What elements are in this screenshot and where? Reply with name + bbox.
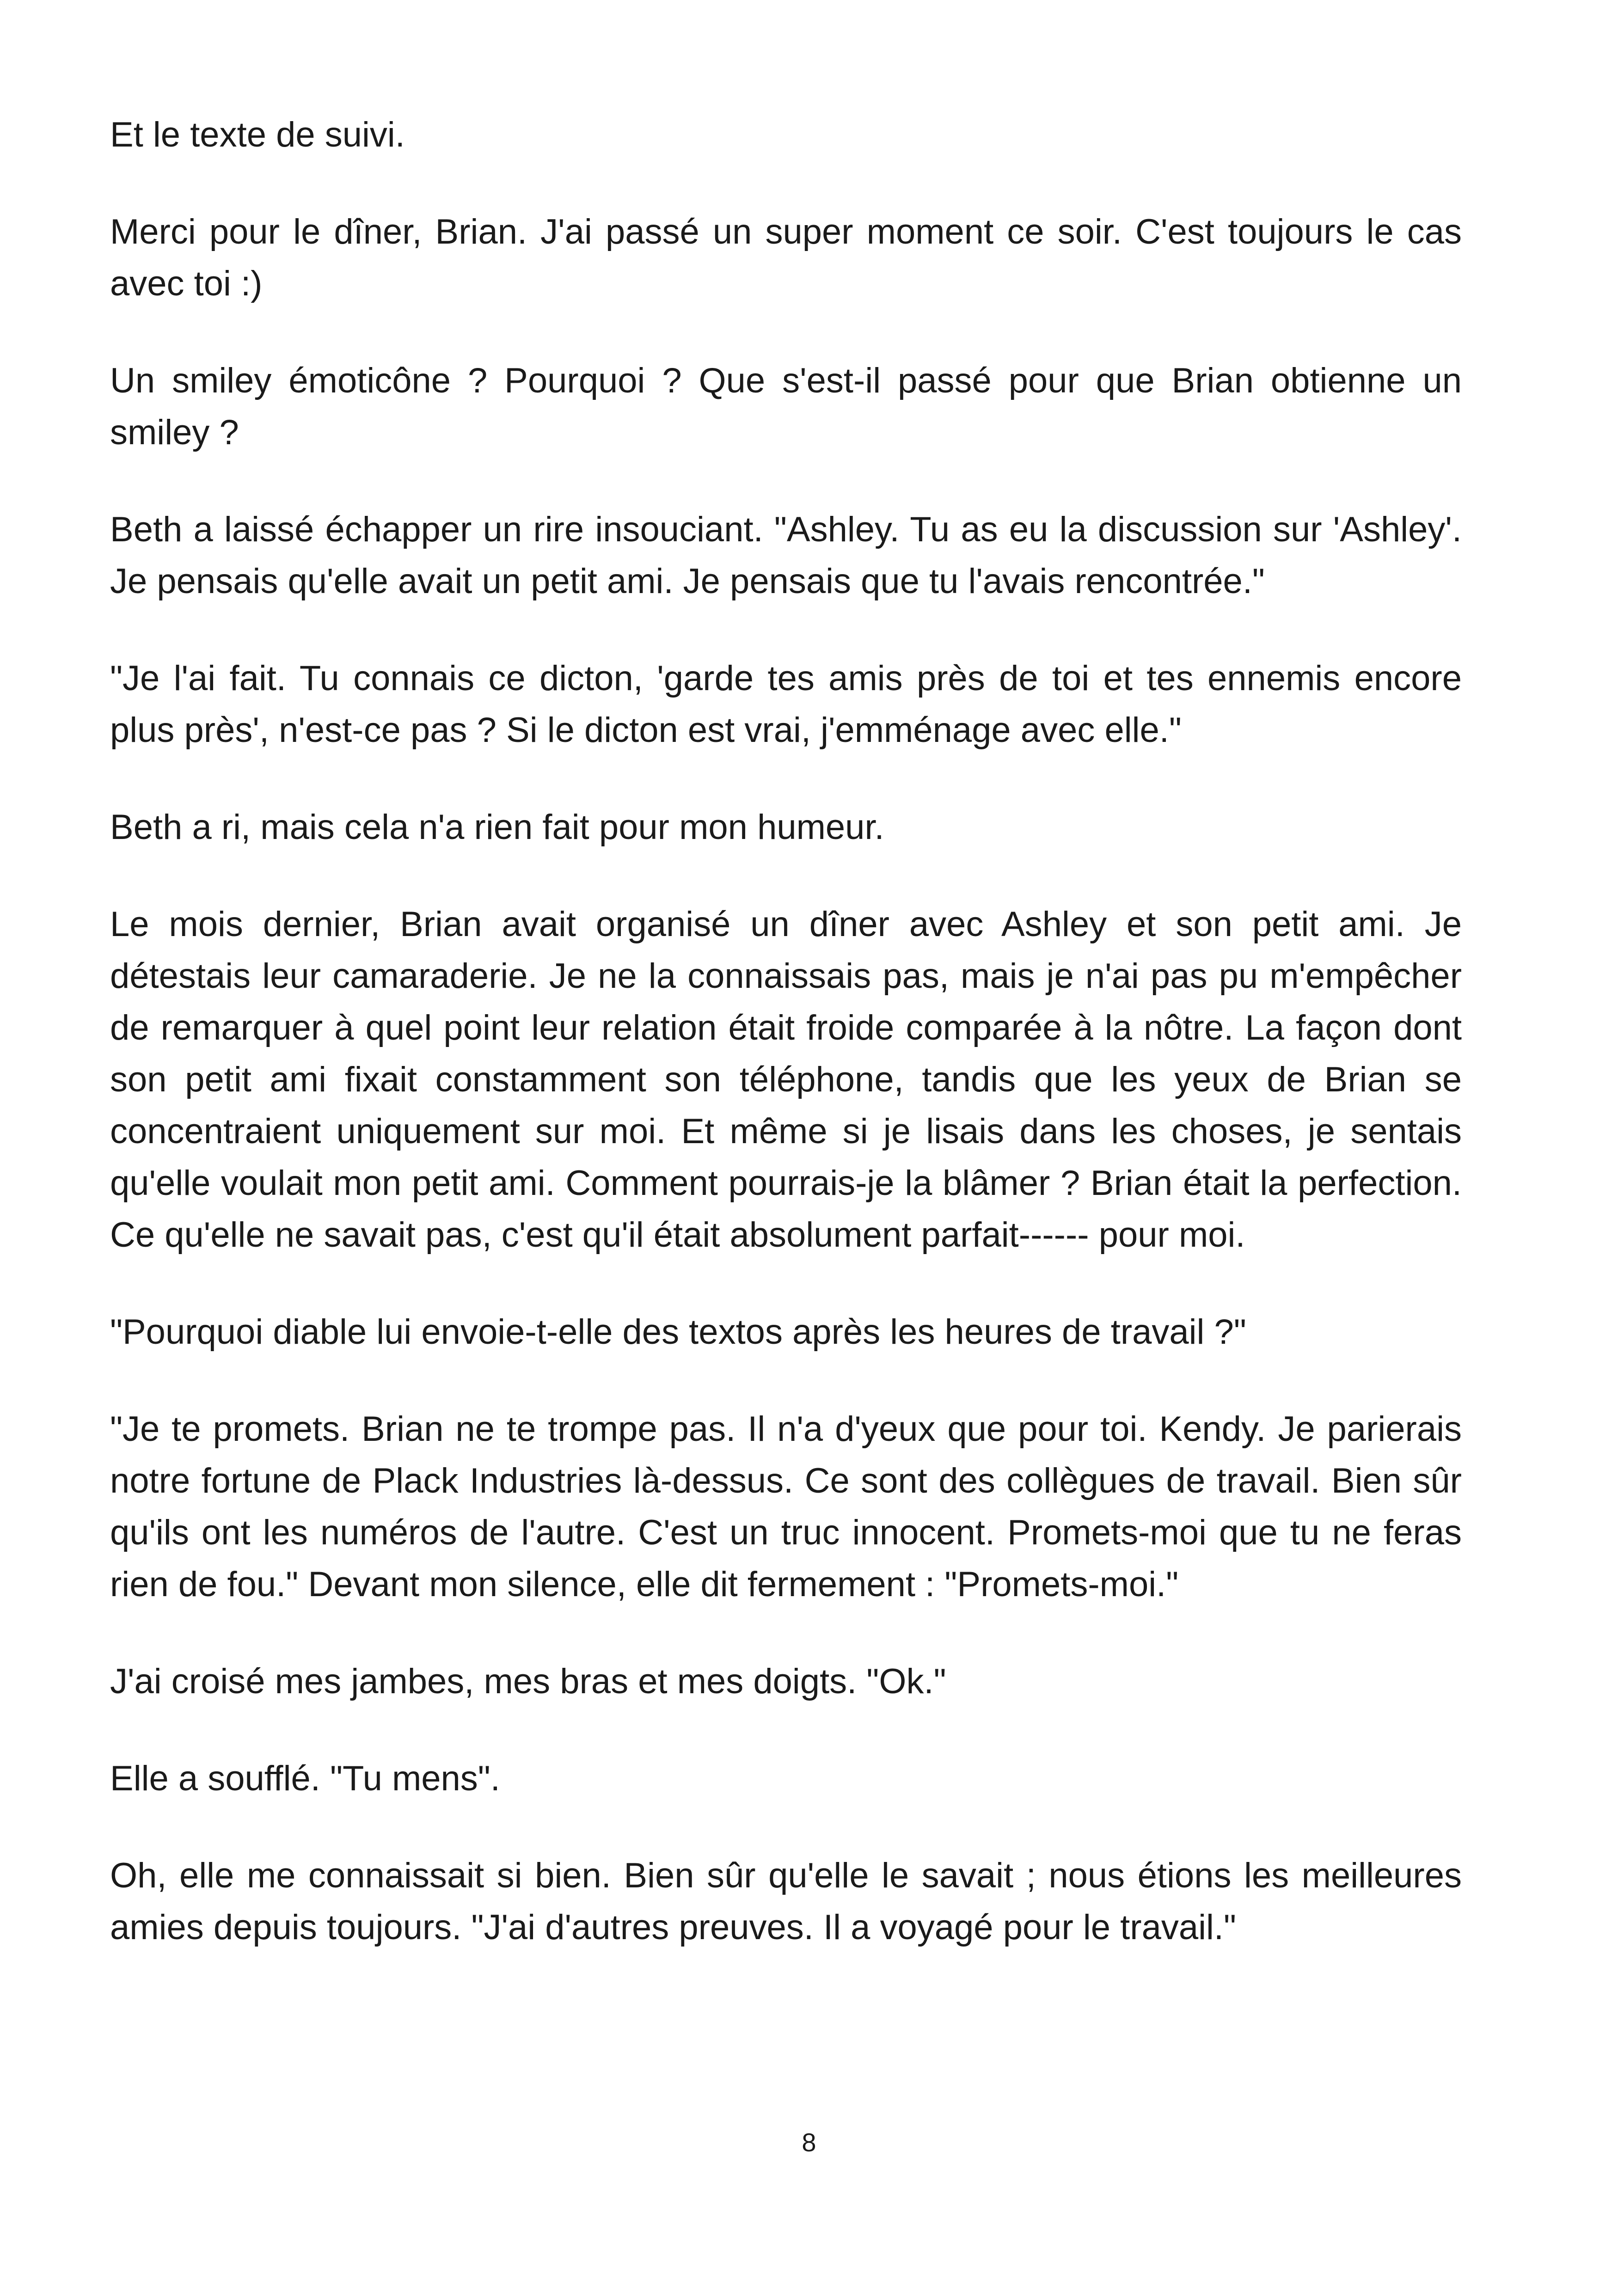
paragraph: Beth a laissé échapper un rire insouciant. "Ashley. Tu as eu la discussion sur 'Ashley'. Je pensais qu'elle avait un petit ami. Je pensais que tu l'avais rencontrée." <box>110 510 1462 601</box>
paragraph: J'ai croisé mes jambes, mes bras et mes doigts. "Ok." <box>110 1662 946 1701</box>
paragraph: "Pourquoi diable lui envoie-t-elle des textos après les heures de travail ?" <box>110 1312 1246 1352</box>
page-number: 8 <box>802 2128 816 2157</box>
paragraph: Le mois dernier, Brian avait organisé un dîner avec Ashley et son petit ami. Je détestais leur camaraderie. Je ne la connaissais pas, mais je n'ai pas pu m'empêcher de remarquer à quel point leur relation était froide comparée à la nôtre. La façon dont son petit ami fixait constamment son téléphone, tandis que les yeux de Brian se concentraient uniquement sur moi. Et même si je lisais dans les choses, je sentais qu'elle voulait mon petit ami. Comment pourrais-je la blâmer ? Brian était la perfection. Ce qu'elle ne savait pas, c'est qu'il était absolument parfait------ pour moi. <box>110 905 1462 1255</box>
paragraph: Merci pour le dîner, Brian. J'ai passé un super moment ce soir. C'est toujours le cas avec toi :) <box>110 212 1462 303</box>
page-body <box>110 109 1462 1999</box>
paragraph: Beth a ri, mais cela n'a rien fait pour mon humeur. <box>110 808 884 847</box>
paragraph: Elle a soufflé. "Tu mens". <box>110 1759 500 1798</box>
paragraph: Et le texte de suivi. <box>110 115 405 154</box>
paragraph: Oh, elle me connaissait si bien. Bien sûr qu'elle le savait ; nous étions les meilleures amies depuis toujours. "J'ai d'autres preuves. Il a voyagé pour le travail." <box>110 1856 1462 1947</box>
paragraph: "Je te promets. Brian ne te trompe pas. Il n'a d'yeux que pour toi. Kendy. Je parierais notre fortune de Plack Industries là-dessus. Ce sont des collègues de travail. Bien sûr qu'ils ont les numéros de l'autre. C'est un truc innocent. Promets-moi que tu ne feras rien de fou." Devant mon silence, elle dit fermement : "Promets-moi." <box>110 1409 1462 1604</box>
paragraph: Un smiley émoticône ? Pourquoi ? Que s'est-il passé pour que Brian obtienne un smiley ? <box>110 361 1462 452</box>
paragraph: "Je l'ai fait. Tu connais ce dicton, 'garde tes amis près de toi et tes ennemis encore plus près', n'est-ce pas ? Si le dicton est vrai, j'emménage avec elle." <box>110 659 1462 750</box>
